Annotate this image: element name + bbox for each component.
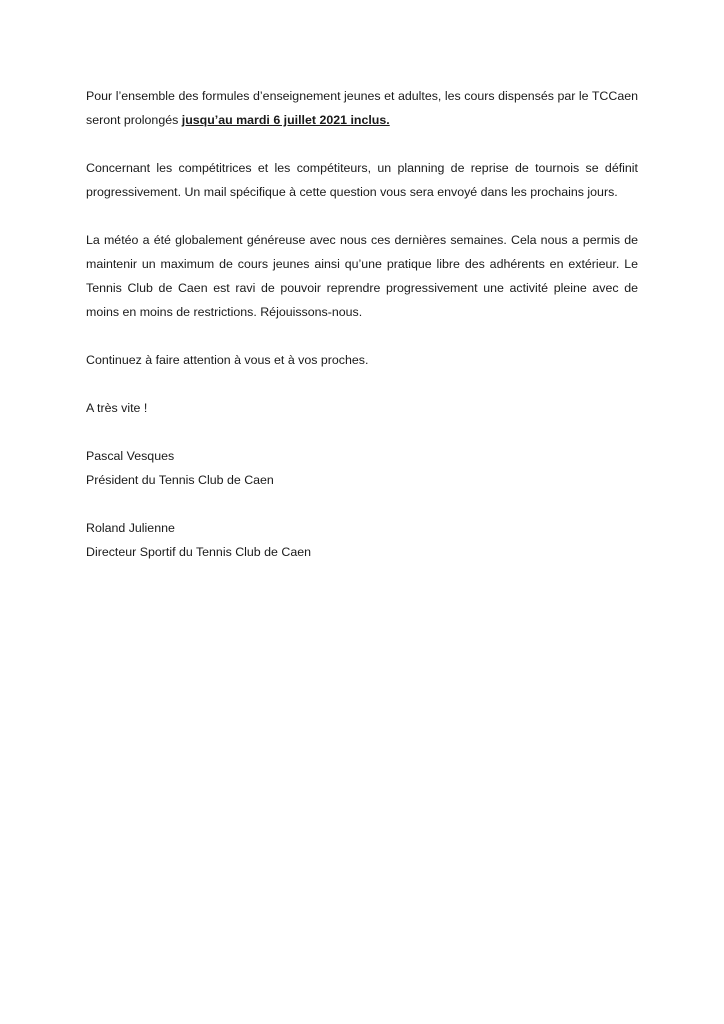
signatory-title: Président du Tennis Club de Caen <box>86 473 274 487</box>
extension-date: jusqu’au mardi 6 juillet 2021 inclus. <box>181 113 390 127</box>
paragraph-weather: La météo a été globalement généreuse avec nous ces dernières semaines. Cela nous a permis de maintenir un maximum de cours jeunes ainsi qu’une pratique libre des adhérents en extérieur. Le Tennis Club de Caen est ravi de pouvoir reprendre progressivement une activité pleine avec de moins en moins de restrictions. Réjouissons-nous. <box>86 233 638 319</box>
closing-line: A très vite ! <box>86 401 148 415</box>
signatory-name: Pascal Vesques <box>86 449 175 463</box>
paragraph-competitions: Concernant les compétitrices et les compétiteurs, un planning de reprise de tournois se définit progressivement. Un mail spécifique à cette question vous sera envoyé dans les prochains jours. <box>86 161 638 199</box>
signatory-title: Directeur Sportif du Tennis Club de Caen <box>86 545 311 559</box>
paragraph-courses <box>86 84 638 132</box>
signature-director <box>86 516 638 564</box>
paragraph-care: Continuez à faire attention à vous et à vos proches. <box>86 353 369 367</box>
signature-president <box>86 444 638 492</box>
paragraph-courses-text: Pour l’ensemble des formules d’enseignement jeunes et adultes, les cours dispensés par le TCCaen seront prolongés <box>86 89 638 127</box>
letter-body <box>86 84 638 588</box>
signatory-name: Roland Julienne <box>86 521 175 535</box>
